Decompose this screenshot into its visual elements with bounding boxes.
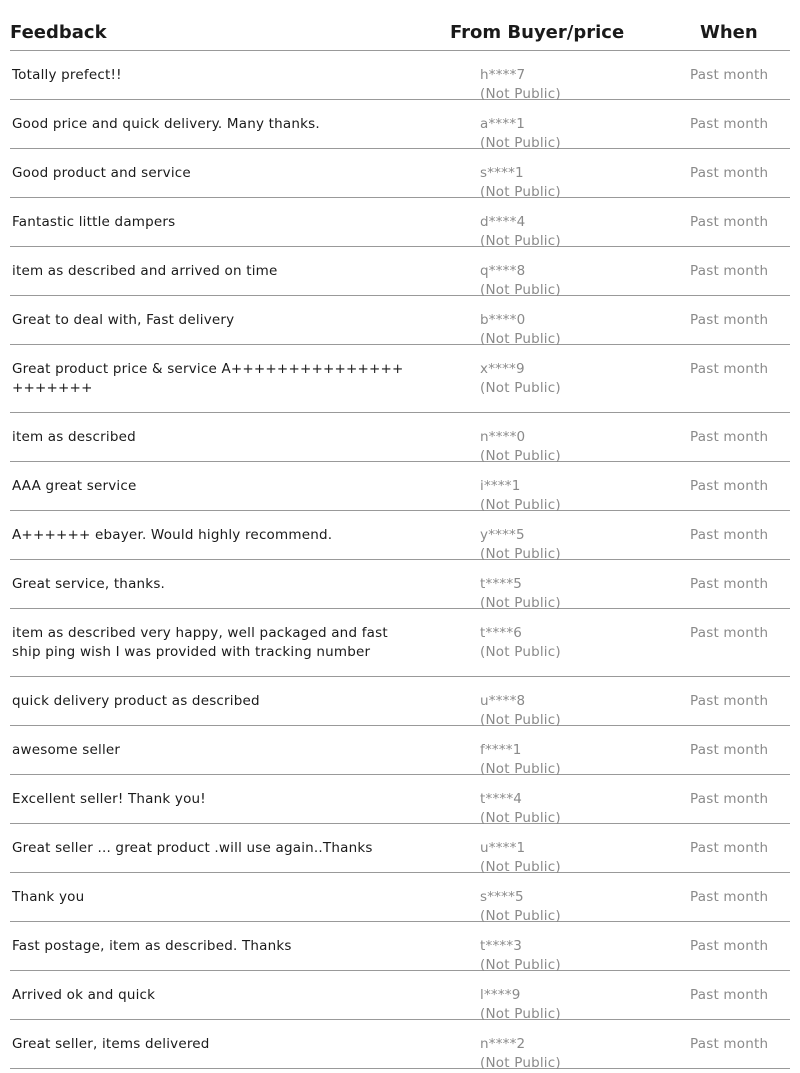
feedback-row	[10, 149, 790, 198]
feedback-comment: item as described	[12, 429, 136, 445]
feedback-when: Past month	[690, 478, 769, 494]
column-header-when: When	[700, 22, 758, 43]
feedback-row	[10, 198, 790, 247]
buyer-id: a****1	[480, 116, 526, 132]
column-header-feedback: Feedback	[10, 22, 107, 43]
feedback-row	[10, 775, 790, 824]
buyer-id: q****8	[480, 263, 526, 279]
feedback-comment: item as described and arrived on time	[12, 263, 278, 279]
buyer-cell	[480, 839, 561, 877]
price-not-public: (Not Public)	[480, 380, 561, 396]
price-not-public: (Not Public)	[480, 1006, 561, 1022]
feedback-when: Past month	[690, 67, 769, 83]
buyer-cell	[480, 428, 561, 466]
feedback-comment: item as described very happy, well packaged and fast ship ping wish I was provided with tracking number	[12, 625, 388, 660]
buyer-id: u****8	[480, 693, 526, 709]
buyer-cell	[480, 575, 561, 613]
feedback-comment: Good product and service	[12, 165, 191, 181]
feedback-when: Past month	[690, 742, 769, 758]
feedback-row	[10, 922, 790, 971]
feedback-when: Past month	[690, 625, 769, 641]
buyer-cell	[480, 526, 561, 564]
feedback-when: Past month	[690, 429, 769, 445]
feedback-when: Past month	[690, 263, 769, 279]
price-not-public: (Not Public)	[480, 497, 561, 513]
buyer-id: x****9	[480, 361, 525, 377]
buyer-id: s****5	[480, 889, 524, 905]
feedback-comment: quick delivery product as described	[12, 693, 260, 709]
price-not-public: (Not Public)	[480, 859, 561, 875]
buyer-cell	[480, 115, 561, 153]
buyer-id: t****4	[480, 791, 523, 807]
buyer-cell	[480, 937, 561, 975]
buyer-id: t****5	[480, 576, 523, 592]
feedback-when: Past month	[690, 527, 769, 543]
buyer-id: y****5	[480, 527, 525, 543]
buyer-cell	[480, 213, 561, 251]
feedback-comment: AAA great service	[12, 478, 137, 494]
feedback-row	[10, 824, 790, 873]
feedback-comment: Thank you	[12, 889, 85, 905]
feedback-row	[10, 677, 790, 726]
feedback-when: Past month	[690, 214, 769, 230]
feedback-when: Past month	[690, 889, 769, 905]
feedback-comment: Great seller ... great product .will use again..Thanks	[12, 840, 373, 856]
price-not-public: (Not Public)	[480, 1055, 561, 1071]
buyer-cell	[480, 262, 561, 300]
price-not-public: (Not Public)	[480, 448, 561, 464]
feedback-comment: Totally prefect!!	[12, 67, 122, 83]
buyer-id: l****9	[480, 987, 521, 1003]
price-not-public: (Not Public)	[480, 233, 561, 249]
feedback-table-body	[10, 51, 790, 1069]
price-not-public: (Not Public)	[480, 908, 561, 924]
buyer-cell	[480, 624, 561, 662]
price-not-public: (Not Public)	[480, 761, 561, 777]
feedback-comment: Fast postage, item as described. Thanks	[12, 938, 292, 954]
feedback-when: Past month	[690, 987, 769, 1003]
price-not-public: (Not Public)	[480, 135, 561, 151]
table-header	[0, 0, 800, 50]
feedback-row	[10, 462, 790, 511]
buyer-id: n****2	[480, 1036, 526, 1052]
feedback-when: Past month	[690, 693, 769, 709]
buyer-cell	[480, 986, 561, 1024]
buyer-cell	[480, 164, 561, 202]
feedback-when: Past month	[690, 840, 769, 856]
buyer-id: h****7	[480, 67, 526, 83]
buyer-cell	[480, 477, 561, 515]
feedback-when: Past month	[690, 312, 769, 328]
buyer-cell	[480, 741, 561, 779]
feedback-comment: A++++++ ebayer. Would highly recommend.	[12, 527, 333, 543]
feedback-comment: Great to deal with, Fast delivery	[12, 312, 235, 328]
feedback-row	[10, 51, 790, 100]
feedback-when: Past month	[690, 576, 769, 592]
price-not-public: (Not Public)	[480, 810, 561, 826]
buyer-id: t****3	[480, 938, 523, 954]
feedback-row	[10, 873, 790, 922]
price-not-public: (Not Public)	[480, 712, 561, 728]
price-not-public: (Not Public)	[480, 644, 561, 660]
buyer-cell	[480, 790, 561, 828]
feedback-row	[10, 1020, 790, 1069]
feedback-comment: Excellent seller! Thank you!	[12, 791, 206, 807]
column-header-buyer-price: From Buyer/price	[450, 22, 625, 43]
feedback-comment: Great service, thanks.	[12, 576, 166, 592]
price-not-public: (Not Public)	[480, 595, 561, 611]
feedback-row	[10, 100, 790, 149]
buyer-id: f****1	[480, 742, 522, 758]
feedback-row	[10, 726, 790, 775]
buyer-id: n****0	[480, 429, 526, 445]
feedback-row	[10, 413, 790, 462]
buyer-cell	[480, 888, 561, 926]
feedback-when: Past month	[690, 361, 769, 377]
buyer-cell	[480, 66, 561, 104]
price-not-public: (Not Public)	[480, 957, 561, 973]
feedback-comment: Fantastic little dampers	[12, 214, 176, 230]
buyer-id: i****1	[480, 478, 521, 494]
feedback-row	[10, 296, 790, 345]
feedback-row	[10, 971, 790, 1020]
price-not-public: (Not Public)	[480, 546, 561, 562]
feedback-row	[10, 345, 790, 413]
buyer-id: u****1	[480, 840, 526, 856]
feedback-row	[10, 560, 790, 609]
buyer-id: s****1	[480, 165, 524, 181]
feedback-comment: Arrived ok and quick	[12, 987, 156, 1003]
feedback-row	[10, 247, 790, 296]
feedback-when: Past month	[690, 791, 769, 807]
feedback-when: Past month	[690, 116, 769, 132]
feedback-comment: awesome seller	[12, 742, 121, 758]
feedback-row	[10, 609, 790, 677]
buyer-id: d****4	[480, 214, 526, 230]
feedback-comment: Good price and quick delivery. Many thanks.	[12, 116, 320, 132]
buyer-cell	[480, 1035, 561, 1073]
buyer-cell	[480, 311, 561, 349]
buyer-cell	[480, 692, 561, 730]
feedback-comment: Great seller, items delivered	[12, 1036, 210, 1052]
feedback-comment: Great product price & service A+++++++++++++++ +++++++	[12, 361, 404, 396]
feedback-when: Past month	[690, 1036, 769, 1052]
price-not-public: (Not Public)	[480, 86, 561, 102]
buyer-id: b****0	[480, 312, 526, 328]
price-not-public: (Not Public)	[480, 184, 561, 200]
price-not-public: (Not Public)	[480, 331, 561, 347]
price-not-public: (Not Public)	[480, 282, 561, 298]
feedback-when: Past month	[690, 165, 769, 181]
buyer-id: t****6	[480, 625, 523, 641]
feedback-when: Past month	[690, 938, 769, 954]
feedback-row	[10, 511, 790, 560]
buyer-cell	[480, 360, 561, 398]
